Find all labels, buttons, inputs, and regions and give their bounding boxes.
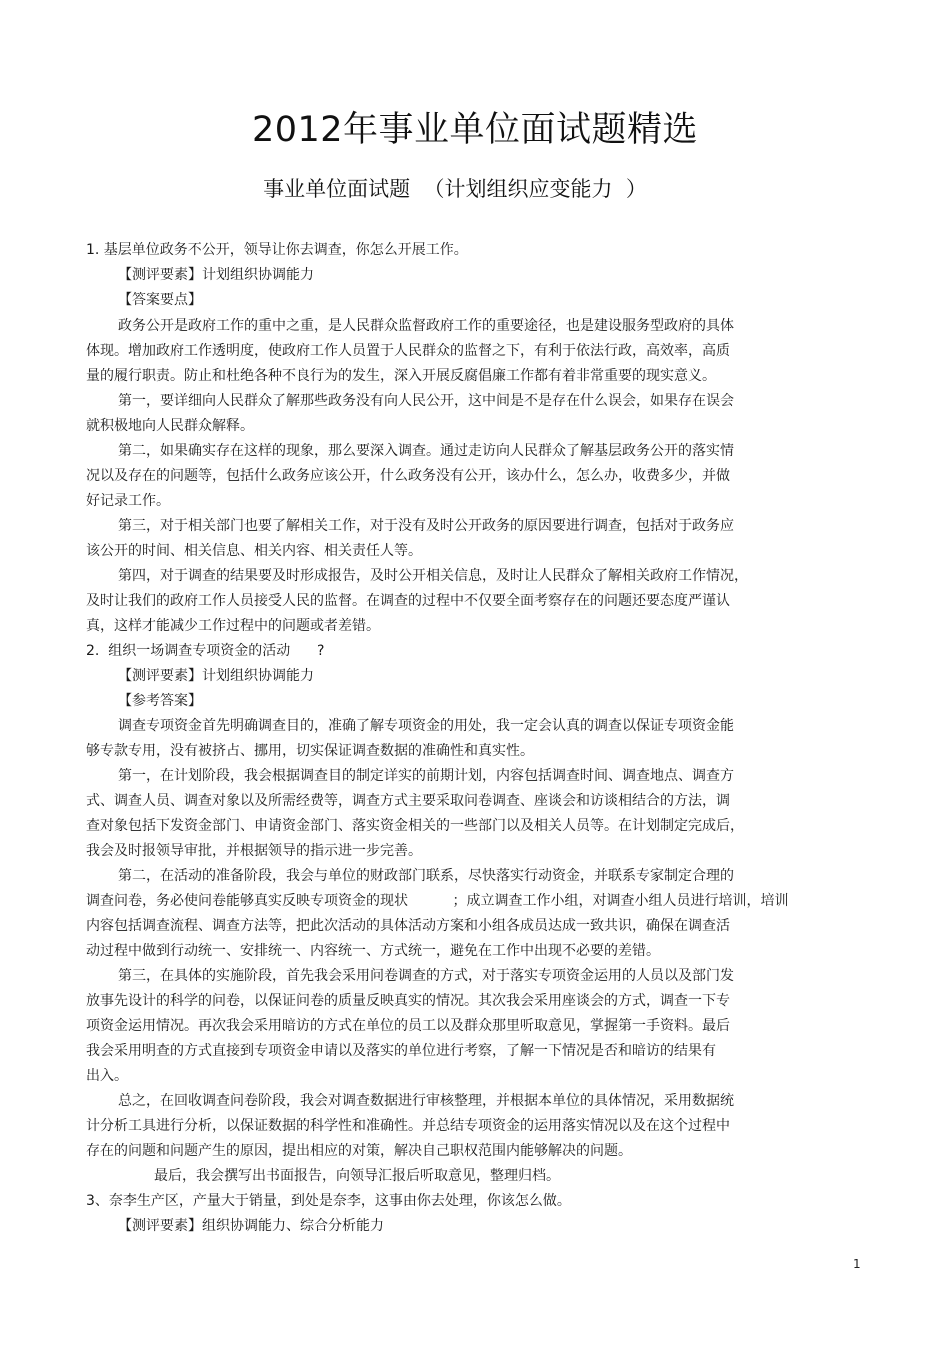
paragraph-line: 我会采用明查的方式直接到专项资金申请以及落实的单位进行考察，了解一下情况是否和暗访的结果有	[86, 1043, 716, 1059]
document-subtitle: 事业单位面试题 （计划组织应变能力 ）	[263, 177, 647, 201]
question-1: 1. 基层单位政务不公开，领导让你去调查，你怎么开展工作。	[86, 242, 468, 258]
paragraph-line: 量的履行职责。防止和杜绝各种不良行为的发生，深入开展反腐倡廉工作都有着非常重要的现实意义。	[86, 368, 716, 384]
paragraph-line: 第三，对于相关部门也要了解相关工作，对于没有及时公开政务的原因要进行调查，包括对于政务应	[118, 518, 734, 534]
paragraph-line: 真，这样才能减少工作过程中的问题或者差错。	[86, 618, 380, 634]
paragraph-line: 计分析工具进行分析，以保证数据的科学性和准确性。并总结专项资金的运用落实情况以及在这个过程中	[86, 1118, 730, 1134]
paragraph-line: 动过程中做到行动统一、安排统一、内容统一、方式统一，避免在工作中出现不必要的差错。	[86, 943, 660, 959]
paragraph-line: 就积极地向人民群众解释。	[86, 418, 254, 434]
paragraph-line: 第三，在具体的实施阶段，首先我会采用问卷调查的方式，对于落实专项资金运用的人员以及部门发	[118, 968, 734, 984]
paragraph-line: 存在的问题和问题产生的原因，提出相应的对策，解决自己职权范围内能够解决的问题。	[86, 1143, 632, 1159]
evaluation-factor: 【测评要素】计划组织协调能力	[118, 668, 314, 684]
paragraph-line: 项资金运用情况。再次我会采用暗访的方式在单位的员工以及群众那里听取意见，掌握第一手资料。最后	[86, 1018, 730, 1034]
paragraph-line: 体现。增加政府工作透明度，使政府工作人员置于人民群众的监督之下，有利于依法行政，高效率，高质	[86, 343, 730, 359]
evaluation-factor: 【测评要素】组织协调能力、综合分析能力	[118, 1218, 384, 1234]
paragraph-line: 第二，在活动的准备阶段，我会与单位的财政部门联系，尽快落实行动资金，并联系专家制定合理的	[118, 868, 734, 884]
document-title: 2012年事业单位面试题精选	[251, 110, 699, 150]
paragraph-line: 查对象包括下发资金部门、申请资金部门、落实资金相关的一些部门以及相关人员等。在计划制定完成后，	[86, 818, 744, 834]
paragraph-line: 第一，在计划阶段，我会根据调查目的制定详实的前期计划，内容包括调查时间、调查地点、调查方	[118, 768, 734, 784]
paragraph-line: 总之，在回收调查问卷阶段，我会对调查数据进行审核整理，并根据本单位的具体情况，采用数据统	[118, 1093, 734, 1109]
paragraph-line: 及时让我们的政府工作人员接受人民的监督。在调查的过程中不仅要全面考察存在的问题还要态度严谨认	[86, 593, 730, 609]
paragraph-line: 放事先设计的科学的问卷，以保证问卷的质量反映真实的情况。其次我会采用座谈会的方式，调查一下专	[86, 993, 730, 1009]
answer-heading: 【参考答案】	[118, 693, 202, 709]
paragraph-line: 政务公开是政府工作的重中之重，是人民群众监督政府工作的重要途径，也是建设服务型政府的具体	[118, 318, 734, 334]
paragraph-line: 够专款专用，没有被挤占、挪用，切实保证调查数据的准确性和真实性。	[86, 743, 534, 759]
answer-heading: 【答案要点】	[118, 292, 202, 308]
question-2: 2. 组织一场调查专项资金的活动 ?	[86, 643, 325, 659]
page-number: 1	[853, 1257, 861, 1271]
paragraph-line: 内容包括调查流程、调查方法等，把此次活动的具体活动方案和小组各成员达成一致共识，确保在调查活	[86, 918, 730, 934]
paragraph-line: 该公开的时间、相关信息、相关内容、相关责任人等。	[86, 543, 422, 559]
paragraph-line: 调查问卷，务必使问卷能够真实反映专项资金的现状 ；成立调查工作小组，对调查小组人员进行培训，培训	[86, 893, 789, 909]
paragraph-line: 好记录工作。	[86, 493, 170, 509]
paragraph-line: 最后，我会撰写出书面报告，向领导汇报后听取意见，整理归档。	[154, 1168, 560, 1184]
paragraph-line: 第四，对于调查的结果要及时形成报告，及时公开相关信息，及时让人民群众了解相关政府工作情况，	[118, 568, 748, 584]
paragraph-line: 况以及存在的问题等，包括什么政务应该公开，什么政务没有公开，该办什么，怎么办，收费多少，并做	[86, 468, 730, 484]
paragraph-line: 出入。	[86, 1068, 128, 1084]
paragraph-line: 式、调查人员、调查对象以及所需经费等，调查方式主要采取问卷调查、座谈会和访谈相结合的方法，调	[86, 793, 730, 809]
evaluation-factor: 【测评要素】计划组织协调能力	[118, 267, 314, 283]
paragraph-line: 我会及时报领导审批，并根据领导的指示进一步完善。	[86, 843, 422, 859]
question-3: 3、奈李生产区，产量大于销量，到处是奈李，这事由你去处理，你该怎么做。	[86, 1193, 571, 1209]
paragraph-line: 第一，要详细向人民群众了解那些政务没有向人民公开，这中间是不是存在什么误会，如果存在误会	[118, 393, 734, 409]
paragraph-line: 调查专项资金首先明确调查目的，准确了解专项资金的用处，我一定会认真的调查以保证专项资金能	[118, 718, 734, 734]
paragraph-line: 第二，如果确实存在这样的现象，那么要深入调查。通过走访向人民群众了解基层政务公开的落实情	[118, 443, 734, 459]
